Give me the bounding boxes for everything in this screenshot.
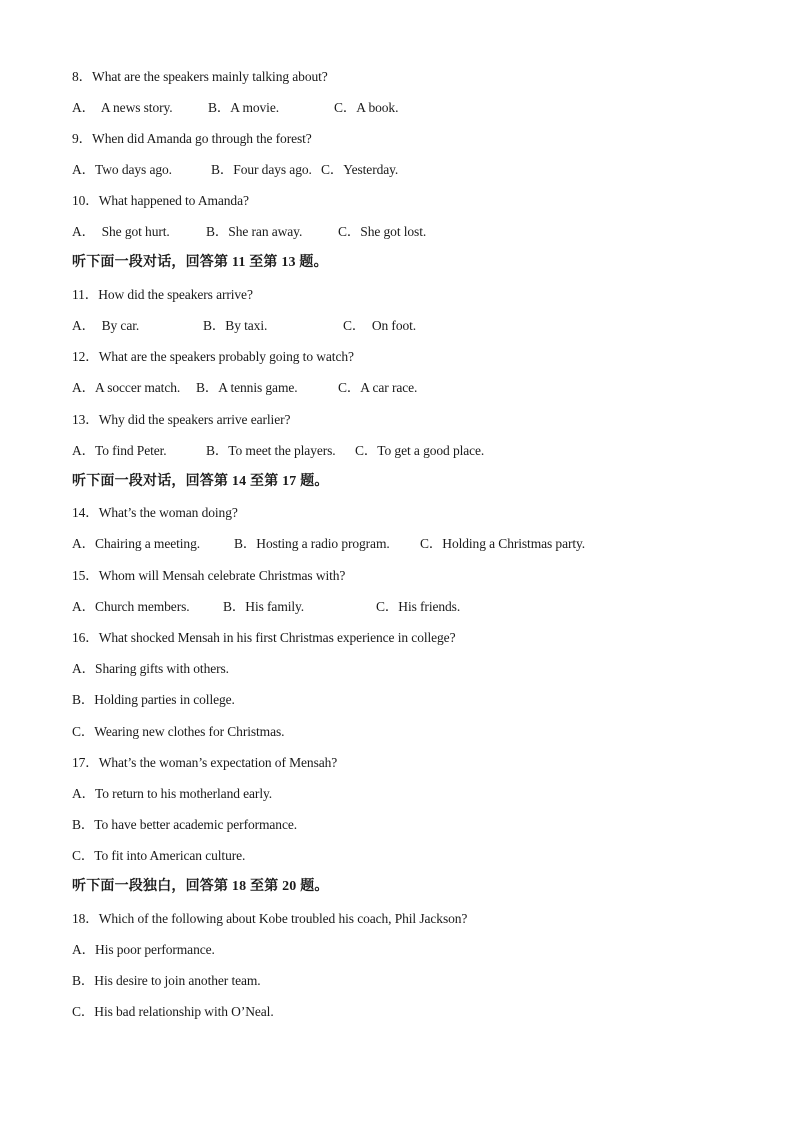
question-17: 17．What’s the woman’s expectation of Mensah?	[72, 755, 338, 770]
option-b: B．A movie.	[208, 100, 280, 115]
options-14	[72, 535, 732, 553]
question-15: 15．Whom will Mensah celebrate Christmas with?	[72, 568, 346, 583]
option-17-b: B．To have better academic performance.	[72, 817, 298, 832]
question-16: 16．What shocked Mensah in his first Christmas experience in college?	[72, 630, 456, 645]
option-16-c: C．Wearing new clothes for Christmas.	[72, 724, 285, 739]
option-b: B．Hosting a radio program.	[234, 536, 390, 551]
question-13: 13．Why did the speakers arrive earlier?	[72, 412, 291, 427]
option-b: B．She ran away.	[206, 224, 303, 239]
option-b: B．His family.	[223, 599, 305, 614]
option-c: C．Holding a Christmas party.	[420, 536, 586, 551]
option-16-b: B．Holding parties in college.	[72, 692, 235, 707]
options-11	[72, 317, 732, 335]
question-12: 12．What are the speakers probably going to watch?	[72, 349, 354, 364]
option-c: C．A car race.	[338, 380, 418, 395]
option-a: A．Church members.	[72, 599, 190, 614]
option-a: A． She got hurt.	[72, 224, 170, 239]
option-17-a: A．To return to his motherland early.	[72, 786, 273, 801]
question-8: 8．What are the speakers mainly talking about?	[72, 69, 328, 84]
question-10: 10．What happened to Amanda?	[72, 193, 249, 208]
options-12	[72, 379, 732, 397]
option-b: B．Four days ago.	[211, 162, 312, 177]
options-13	[72, 442, 732, 460]
option-18-b: B．His desire to join another team.	[72, 973, 261, 988]
question-11: 11．How did the speakers arrive?	[72, 287, 253, 302]
option-a: A．Two days ago.	[72, 162, 172, 177]
option-c: C．A book.	[334, 100, 399, 115]
section-header-18-20: 听下面一段独白，回答第 18 至第 20 题。	[72, 879, 329, 894]
option-18-a: A．His poor performance.	[72, 942, 215, 957]
option-b: B．A tennis game.	[196, 380, 298, 395]
option-c: C．His friends.	[376, 599, 461, 614]
option-a: A． By car.	[72, 318, 140, 333]
option-c: C．Yesterday.	[321, 162, 399, 177]
section-header-14-17: 听下面一段对话，回答第 14 至第 17 题。	[72, 474, 329, 489]
option-b: B．To meet the players.	[206, 443, 336, 458]
question-14: 14．What’s the woman doing?	[72, 505, 238, 520]
option-16-a: A．Sharing gifts with others.	[72, 661, 229, 676]
option-a: A． A news story.	[72, 100, 173, 115]
options-15	[72, 598, 732, 616]
option-a: A．To find Peter.	[72, 443, 167, 458]
option-c: C． On foot.	[343, 318, 417, 333]
question-9: 9．When did Amanda go through the forest?	[72, 131, 312, 146]
options-8	[72, 99, 732, 117]
options-10	[72, 223, 732, 241]
options-9	[72, 161, 732, 179]
option-17-c: C．To fit into American culture.	[72, 848, 246, 863]
option-18-c: C．His bad relationship with O’Neal.	[72, 1004, 274, 1019]
question-18: 18．Which of the following about Kobe troubled his coach, Phil Jackson?	[72, 911, 468, 926]
option-a: A．A soccer match.	[72, 380, 181, 395]
option-c: C．She got lost.	[338, 224, 427, 239]
section-header-11-13: 听下面一段对话，回答第 11 至第 13 题。	[72, 255, 328, 270]
option-b: B．By taxi.	[203, 318, 268, 333]
option-a: A．Chairing a meeting.	[72, 536, 200, 551]
option-c: C．To get a good place.	[355, 443, 485, 458]
